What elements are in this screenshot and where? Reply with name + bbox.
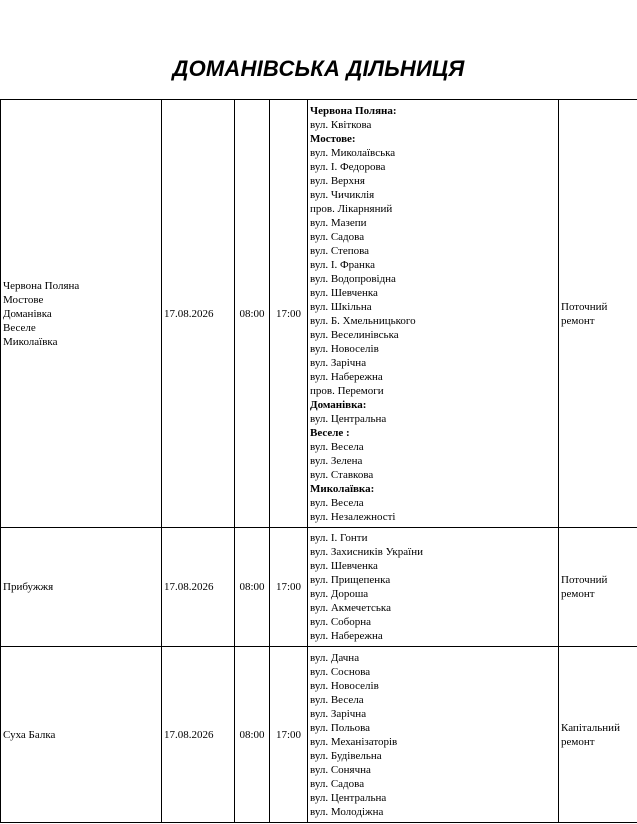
table-row xyxy=(1,647,637,823)
village-heading: Доманівка: xyxy=(310,398,367,411)
street-name: вул. Зарічна xyxy=(310,707,367,720)
settlements-cell xyxy=(1,647,162,823)
street-name: вул. Миколаївська xyxy=(310,146,396,159)
street-name: вул. Захисників України xyxy=(310,546,423,558)
time-to-cell: 17:00 xyxy=(270,100,308,528)
street-name: вул. І. Франка xyxy=(310,258,376,271)
street-name: вул. Акмечетська xyxy=(310,602,391,614)
street-name: пров. Лікарняний xyxy=(310,202,393,215)
settlement-name: Прибужжя xyxy=(3,581,54,593)
settlement-name: Червона Поляна xyxy=(3,279,80,292)
street-name: вул. Сонячна xyxy=(310,763,371,776)
street-name: вул. Б. Хмельницького xyxy=(310,314,416,327)
street-name: вул. Чичиклія xyxy=(310,188,375,201)
village-heading: Веселе : xyxy=(310,426,350,439)
settlements-cell xyxy=(1,100,162,528)
street-name: вул. Веселинівська xyxy=(310,328,399,341)
work-type-text: Поточний xyxy=(561,300,608,313)
street-name: вул. Квіткова xyxy=(310,118,372,131)
street-name: вул. Садова xyxy=(310,230,365,243)
streets-cell xyxy=(308,528,559,647)
settlement-name: Суха Балка xyxy=(3,728,56,741)
date-cell: 17.08.2026 xyxy=(162,647,235,823)
street-name: вул. І. Гонти xyxy=(310,532,368,544)
settlement-name: Доманівка xyxy=(3,307,52,320)
time-to-cell: 17:00 xyxy=(270,647,308,823)
date-cell: 17.08.2026 xyxy=(162,528,235,647)
street-name: вул. Зелена xyxy=(310,454,363,467)
settlement-name: Веселе xyxy=(3,321,36,334)
street-name: пров. Перемоги xyxy=(310,384,384,397)
street-name: вул. І. Федорова xyxy=(310,160,386,173)
street-name: вул. Молодіжна xyxy=(310,805,384,818)
street-name: вул. Прищепенка xyxy=(310,574,391,586)
table-row xyxy=(1,528,637,647)
street-name: вул. Набережна xyxy=(310,630,383,642)
street-name: вул. Весела xyxy=(310,693,364,706)
work-type-text: ремонт xyxy=(561,588,595,600)
settlements-cell xyxy=(1,528,162,647)
street-name: вул. Дороша xyxy=(310,588,369,600)
settlement-name: Мостове xyxy=(3,293,44,306)
work-type-cell xyxy=(559,528,637,647)
street-name: вул. Будівельна xyxy=(310,749,382,762)
street-name: вул. Дачна xyxy=(310,651,360,664)
village-heading: Мостове: xyxy=(310,132,356,145)
street-name: вул. Садова xyxy=(310,777,365,790)
time-from-cell: 08:00 xyxy=(235,647,270,823)
street-name: вул. Шкільна xyxy=(310,300,372,313)
table-row xyxy=(1,100,637,528)
street-name: вул. Набережна xyxy=(310,370,383,383)
street-name: вул. Соснова xyxy=(310,665,371,678)
street-name: вул. Новоселів xyxy=(310,342,379,355)
work-type-text: Поточний xyxy=(561,574,608,586)
street-name: вул. Ставкова xyxy=(310,468,374,481)
street-name: вул. Соборна xyxy=(310,616,372,628)
page-title: ДОМАНІВСЬКА ДІЛЬНИЦЯ xyxy=(172,56,465,81)
time-from-cell: 08:00 xyxy=(235,528,270,647)
work-type-text: ремонт xyxy=(561,735,595,748)
street-name: вул. Водопровідна xyxy=(310,272,396,285)
street-name: вул. Весела xyxy=(310,496,364,509)
time-from-cell: 08:00 xyxy=(235,100,270,528)
work-type-cell xyxy=(559,647,637,823)
street-name: вул. Степова xyxy=(310,244,370,257)
street-name: вул. Шевченка xyxy=(310,560,378,572)
date-cell: 17.08.2026 xyxy=(162,100,235,528)
street-name: вул. Центральна xyxy=(310,791,387,804)
settlement-name: Миколаївка xyxy=(3,335,58,348)
work-type-text: ремонт xyxy=(561,314,595,327)
outage-schedule-table xyxy=(0,99,637,823)
street-name: вул. Верхня xyxy=(310,174,365,187)
work-type-cell xyxy=(559,100,637,528)
street-name: вул. Шевченка xyxy=(310,286,378,299)
street-name: вул. Зарічна xyxy=(310,356,367,369)
streets-cell xyxy=(308,647,559,823)
street-name: вул. Механізаторів xyxy=(310,735,398,748)
street-name: вул. Незалежності xyxy=(310,510,396,523)
village-heading: Миколаївка: xyxy=(310,482,375,495)
streets-cell xyxy=(308,100,559,528)
street-name: вул. Польова xyxy=(310,721,371,734)
street-name: вул. Весела xyxy=(310,440,364,453)
street-name: вул. Новоселів xyxy=(310,679,379,692)
time-to-cell: 17:00 xyxy=(270,528,308,647)
village-heading: Червона Поляна: xyxy=(310,104,397,117)
work-type-text: Капітальний xyxy=(561,721,620,734)
street-name: вул. Центральна xyxy=(310,412,387,425)
street-name: вул. Мазепи xyxy=(310,216,367,229)
